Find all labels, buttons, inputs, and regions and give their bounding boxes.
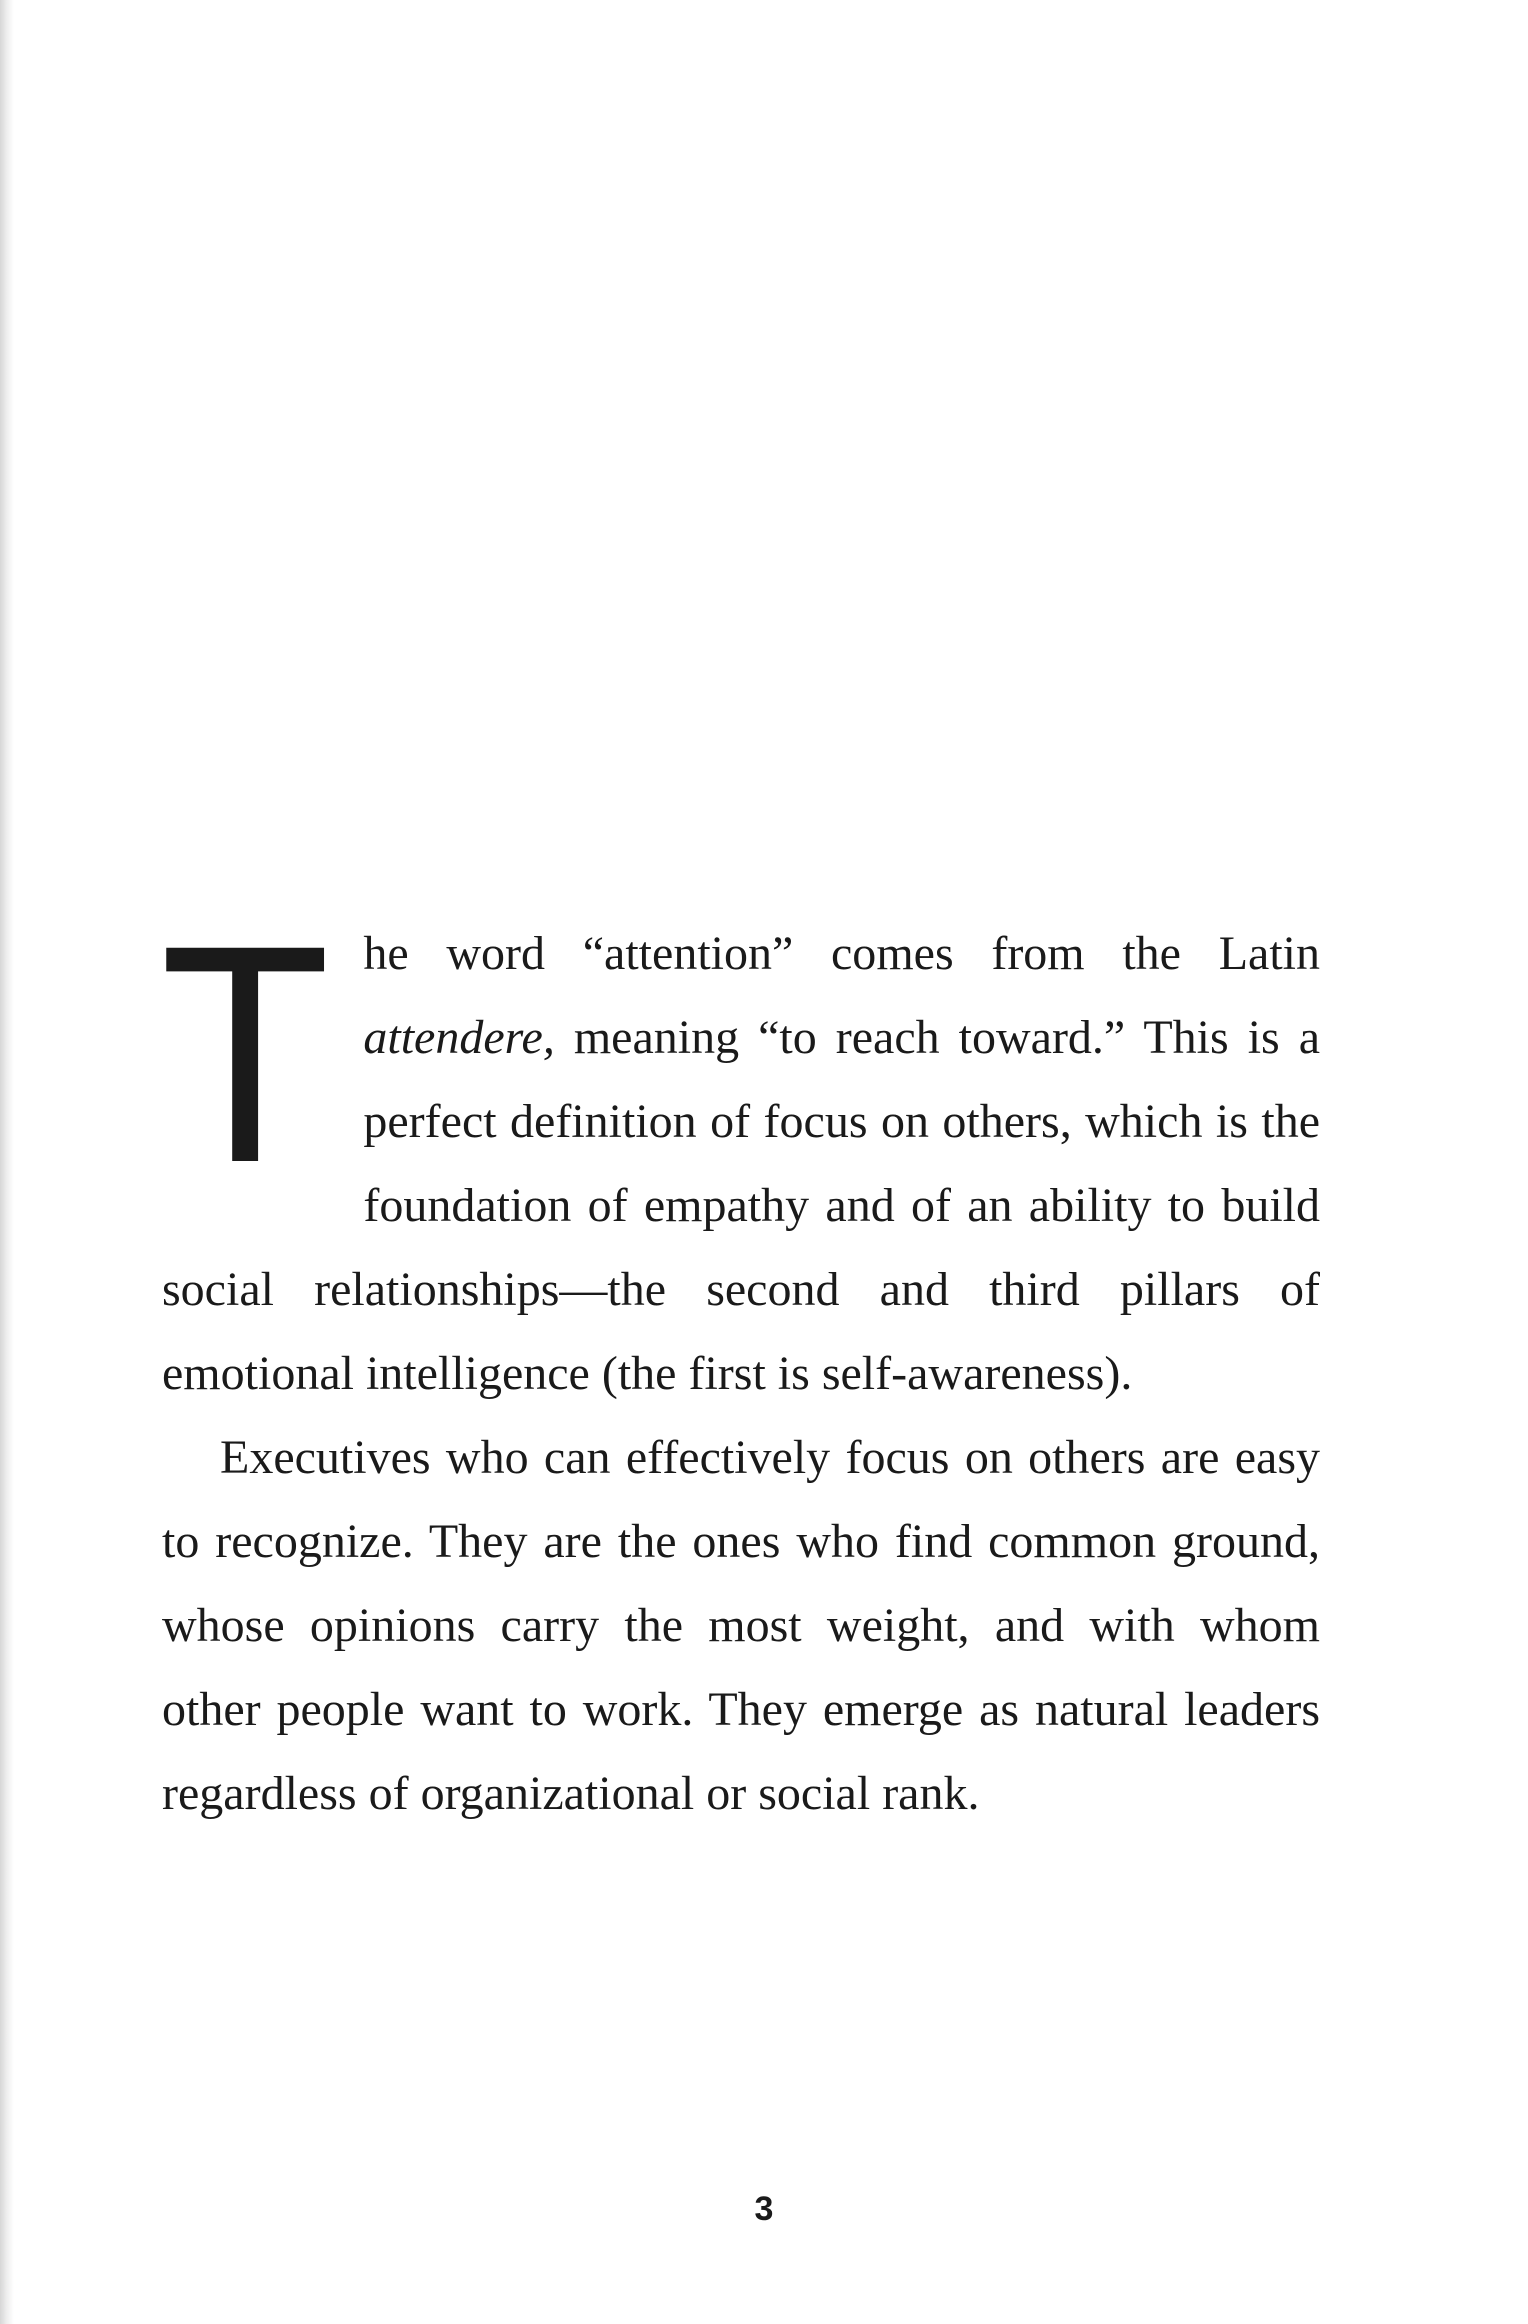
paragraph-1-text-b: meaning “to reach toward.” This is a perfect definition of focus on others, which is the foundation of empathy and of an ability to build social relationships—the second and third pillars of emotional intelligence (the first is self-awareness). [162, 1011, 1320, 1400]
body-text [160, 880, 1320, 1836]
paragraph-2: Executives who can effectively focus on others are easy to recognize. They are the ones who find common ground, whose opinions carry the most weight, and with whom other people want to work. They emerge as natural leaders regardless of organizational or social rank. [162, 1431, 1320, 1820]
drop-cap: T [160, 880, 331, 1227]
paragraph-1-text-a: he word “attention” comes from the Latin [363, 927, 1320, 980]
italic-latin-term: attendere, [363, 1011, 555, 1064]
page-number: 3 [754, 2190, 774, 2228]
binding-gutter-shadow [0, 0, 14, 2324]
paragraph-1 [160, 880, 1320, 1416]
